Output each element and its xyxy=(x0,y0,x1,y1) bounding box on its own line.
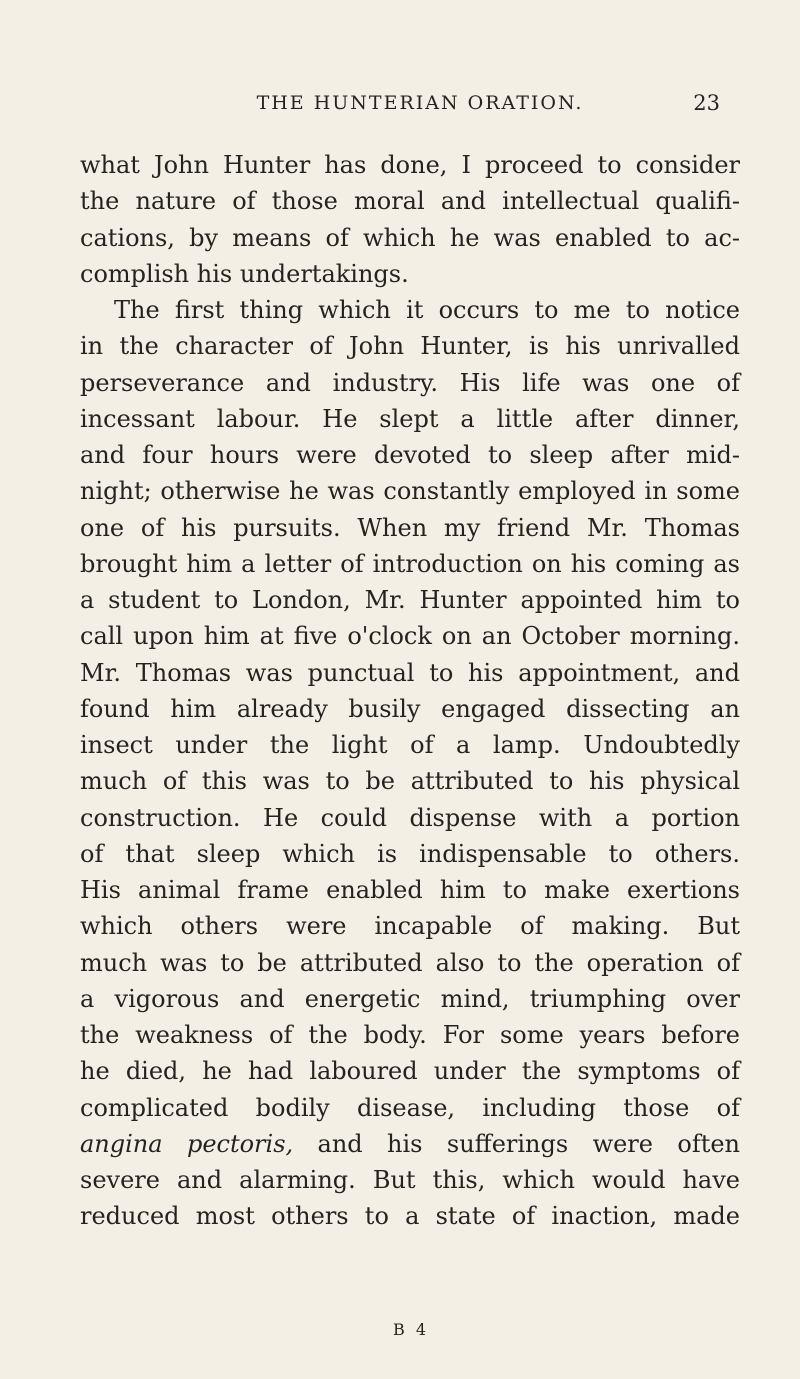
text-line: His animal frame enabled him to make exertions xyxy=(80,876,740,904)
text-line: incessant labour. He slept a little after dinner, xyxy=(80,404,740,433)
text-line: brought him a letter of introduction on his coming as xyxy=(80,549,740,578)
text-line: the nature of those moral and intellectual qualifi- xyxy=(80,187,740,216)
text-line: cations, by means of which he was enabled to ac- xyxy=(80,223,740,252)
text-line: complicated bodily disease, including those of xyxy=(80,1093,740,1122)
text-line: which others were incapable of making. But xyxy=(80,912,740,941)
text-line: call upon him at five o'clock on an October morning. xyxy=(80,622,740,651)
text-line: one of his pursuits. When my friend Mr. Thomas xyxy=(80,513,740,542)
text-line: the weakness of the body. For some years before xyxy=(80,1021,740,1049)
text-line-with-italic xyxy=(80,1126,740,1162)
text-line: perseverance and industry. His life was one of xyxy=(80,368,740,397)
text-line: what John Hunter has done, I proceed to consider xyxy=(80,151,740,179)
text-line: Mr. Thomas was punctual to his appointment, and xyxy=(80,658,740,687)
text-line: night; otherwise he was constantly employed in some xyxy=(80,477,740,506)
text-line: he died, he had laboured under the symptoms of xyxy=(80,1057,740,1086)
text-line: The first thing which it occurs to me to notice xyxy=(114,296,740,324)
text-line: much was to be attributed also to the operation of xyxy=(80,948,740,977)
text-line: insect under the light of a lamp. Undoubtedly xyxy=(80,731,740,759)
italic-term: angina pectoris, xyxy=(80,1129,294,1158)
page-number: 23 xyxy=(693,91,720,115)
text-line: much of this was to be attributed to his physical xyxy=(80,767,740,796)
text-line: of that sleep which is indispensable to others. xyxy=(80,839,740,868)
text-line: found him already busily engaged dissecting an xyxy=(80,694,740,723)
text-line: and four hours were devoted to sleep after mid- xyxy=(80,441,740,469)
text-line: a vigorous and energetic mind, triumphing over xyxy=(80,984,740,1013)
printer-signature: B 4 xyxy=(393,1320,430,1339)
text-line: construction. He could dispense with a portion xyxy=(80,803,740,832)
text-line: complish his undertakings. xyxy=(80,259,409,288)
text-line: severe and alarming. But this, which would have xyxy=(80,1166,740,1194)
text-line: in the character of John Hunter, is his unrivalled xyxy=(80,332,740,361)
running-head xyxy=(120,92,720,128)
body-text xyxy=(80,147,740,1235)
running-title: THE HUNTERIAN ORATION. xyxy=(256,92,584,114)
text-line: reduced most others to a state of inaction, made xyxy=(80,1202,740,1231)
text-line: a student to London, Mr. Hunter appointed him to xyxy=(80,586,740,614)
line-continuation: and his sufferings were often xyxy=(293,1129,740,1158)
